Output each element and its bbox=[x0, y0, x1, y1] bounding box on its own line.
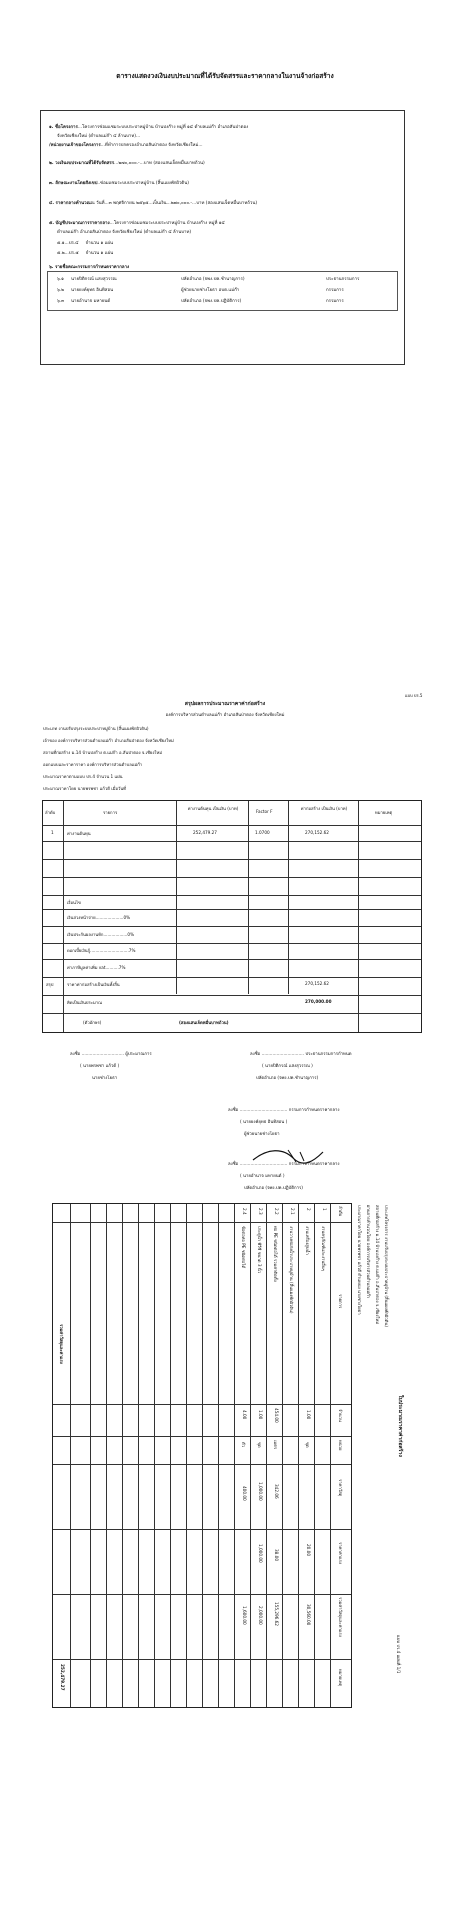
col-qty: จำนวน bbox=[338, 1409, 343, 1422]
committee-position: ผู้ช่วยนายช่างโยธา อบต.แม่ก๊า bbox=[181, 288, 240, 293]
page3-info: ประมาณราคาโดย นายพรพชา แก้วดี ตำแหน่ง นายช่างโยธา bbox=[357, 1205, 362, 1315]
row-unit: ชุด bbox=[305, 1442, 310, 1448]
committee-position: ปลัดอำเภอ (จพง.ปค.ปฏิบัติการ) bbox=[181, 299, 242, 304]
committee-role: กรรมการ bbox=[326, 288, 344, 293]
price-line: ๔. ราคากลางคำนวณณ วันที่...๓ พฤศจิกายน ๒๕๖๕...เป็นเงิน...๒๗๐,๐๐๐.-...บาท (สองแสนเจ็ดหมื่นบาทถ้วน) bbox=[49, 201, 258, 206]
row-labor: 1,000.00 bbox=[258, 1544, 263, 1563]
committee-name: นายอำนาจ มหายนต์ bbox=[71, 299, 111, 304]
signature-line: ลงชื่อ ................................... กรรมการกำหนดราคากลาง bbox=[228, 1108, 340, 1113]
signer-name: ( นายอำนาจ มหายนต์ ) bbox=[240, 1174, 285, 1179]
info-line: ประมาณราคาโดย นายพรพชา แก้วดี เมื่อวันที่ bbox=[43, 786, 126, 791]
page3-info: ประเภทโครงการ งานปรับปรุงระบบประปาหมู่บ้าน (สิ้นแผงพักผิวดิน) bbox=[384, 1205, 389, 1327]
budget-line: ๒. วงเงินงบประมาณที่ได้รับจัดสรร...๒๗๐,๐๐๐.-...บาท (สองแสนเจ็ดหมื่นบาทถ้วน) bbox=[49, 161, 205, 166]
col-sum: รวมค่าวัสดุและค่าแรง bbox=[338, 1597, 343, 1637]
row-material: 400.00 bbox=[242, 1486, 247, 1501]
row-item: งานครุภัณฑ์และงานอื่นๆ bbox=[321, 1226, 326, 1271]
project-summary-box bbox=[40, 110, 405, 365]
row-labor: 20.00 bbox=[306, 1544, 311, 1556]
committee-heading: ๖. รายชื่อคณะกรรมการกำหนดราคากลาง bbox=[49, 265, 130, 270]
row-no: 2.4 bbox=[242, 1208, 247, 1215]
detail-item: ๕.๑...ปร.๔ จำนวน ๑ แผ่น bbox=[57, 241, 114, 246]
page3-info: สถานที่ก่อสร้าง ม.14 บ้านปงก๊าง ต.แม่ก๊า อ.สันป่าตอง จ.เชียงใหม่ bbox=[375, 1205, 380, 1324]
row-qty: 4.00 bbox=[242, 1410, 247, 1420]
signature-line: ลงชื่อ ............................... ประธานกรรมการกำหนด bbox=[250, 1052, 352, 1057]
row-sum: 155,296.62 bbox=[274, 1602, 279, 1626]
col-material: ราคาวัสดุ bbox=[338, 1479, 343, 1497]
page2-title: สรุปผลการประมาณราคาค่าก่อสร้าง bbox=[184, 701, 266, 707]
row-sum: 1,600.00 bbox=[242, 1606, 247, 1625]
row-sum: 30,560.00 bbox=[306, 1604, 311, 1626]
row-total: 270,152.62 bbox=[305, 830, 329, 835]
row-unit: ชุด bbox=[257, 1442, 262, 1448]
amount-in-words: (สองแสนเจ็ดหมื่นบาทถ้วน) bbox=[179, 1020, 229, 1025]
form-id: แบบ ปร.5 bbox=[405, 693, 423, 698]
row-labor: 38.00 bbox=[274, 1549, 279, 1561]
page2-subtitle: องค์การบริหารส่วนตำบลแม่ก๊า อำเภอสันป่าตอง จังหวัดเชียงใหม่ bbox=[165, 713, 285, 718]
committee-name: นายยงค์ยุทธ อินทิสอน bbox=[71, 288, 114, 293]
row-material: 1,000.00 bbox=[258, 1482, 263, 1501]
project-line-2: จังหวัดเชียงใหม่ (ตำบลแม่ก๊า ๔ ล้านบาท)... bbox=[57, 134, 141, 139]
col-header-remark: หมายเหตุ bbox=[375, 810, 393, 815]
committee-frame bbox=[47, 271, 398, 311]
row-item: ประตูน้ำ พีวีซี ขนาด 3 นิ้ว bbox=[257, 1226, 262, 1274]
condition: เงินประกันผลงานหัก..................0% bbox=[67, 932, 135, 937]
estimate-sheet-rotated bbox=[40, 1195, 410, 1720]
col-header-cost: ค่างานต้นทุน เป็นเงิน (บาท) bbox=[187, 806, 239, 811]
committee-role: ประธานกรรมการ bbox=[326, 277, 360, 282]
owner-line: /หน่วยงานเจ้าของโครงการ...ที่ทำการปกครองอำเภอสันป่าตอง จังหวัดเชียงใหม่... bbox=[49, 143, 203, 148]
signature-line: ลงชื่อ ................................... กรรมการกำหนดราคากลาง bbox=[228, 1162, 340, 1167]
info-line: ประเภท งานปรับปรุงระบบประปาหมู่บ้าน (สิ้นแผงพักผิวดิน) bbox=[43, 726, 149, 731]
row-no: 1 bbox=[322, 1208, 327, 1211]
signer-position: ปลัดอำเภอ (จพง.ปค.ชำนาญการ) bbox=[256, 1076, 319, 1081]
signer-position: ผู้ช่วยนายช่างโยธา bbox=[244, 1132, 280, 1137]
info-line: ประมาณราคาตามแบบ ปร.4 จำนวน 1 แผ่น bbox=[43, 774, 123, 779]
estimate-table bbox=[52, 1203, 352, 1708]
row-factor: 1.0700 bbox=[255, 830, 270, 835]
page1-title: ตารางแสดงวงเงินงบประมาณที่ได้รับจัดสรรและราคากลางในงานจ้างก่อสร้าง bbox=[116, 72, 334, 80]
committee-role: กรรมการ bbox=[326, 299, 344, 304]
condition: ค่าภาษีมูลค่าเพิ่ม vat..........7% bbox=[67, 965, 126, 970]
row-item: ข้อต่อท่อ PE ชนิดต่อได้ bbox=[241, 1226, 246, 1269]
page3-title: ใบประมาณราคาค่าก่อสร้าง bbox=[397, 1395, 403, 1457]
total-value: 252,479.27 bbox=[60, 1664, 65, 1691]
col-unit: หน่วย bbox=[338, 1440, 343, 1451]
condition: ดอกเบี้ยเงินกู้.............................7% bbox=[67, 948, 136, 953]
col-labor: ราคาค่าแรง bbox=[338, 1542, 343, 1564]
nature-line: ๓. ลักษณะงานโดยสังเขป..ซ่อมแซมระบบประปาหมู่บ้าน (สิ้นแผงพักผิวดิน) bbox=[49, 181, 189, 186]
page3-info: ผ่านการคำนวณโดย องค์การบริหารส่วนตำบลแม่ก๊า bbox=[366, 1205, 371, 1298]
col-header-item: รายการ bbox=[103, 810, 118, 815]
summary-label: สรุป bbox=[46, 982, 54, 987]
committee-no: ๖.๑ bbox=[57, 277, 64, 282]
signer-name: ( นายยงค์ยุทธ อินทิสอน ) bbox=[240, 1120, 288, 1125]
row-qty: 1.00 bbox=[258, 1410, 263, 1420]
row-material: 342.06 bbox=[274, 1484, 279, 1499]
condition: เงินล่วงหน้าจ่าย.....................0% bbox=[67, 915, 131, 920]
detail-line-2: ตำบลแม่ก๊า อำเภอสันป่าตอง จังหวัดเชียงใหม่ (ตำบลแม่ก๊า ๔ ล้านบาท) bbox=[57, 230, 192, 235]
condition: เงื่อนไข bbox=[67, 900, 81, 905]
col-no: ลำดับ bbox=[338, 1206, 343, 1217]
signer-name: ( นายพรพชา แก้วดี ) bbox=[80, 1064, 120, 1069]
committee-position: ปลัดอำเภอ (จพง.ปค.ชำนาญการ) bbox=[181, 277, 245, 282]
signature-line: ลงชื่อ ............................... ผู้ประมาณการ bbox=[70, 1052, 152, 1057]
row-no: 2.2 bbox=[274, 1208, 279, 1215]
row-no: 2 bbox=[306, 1208, 311, 1211]
row-unit: เมตร bbox=[273, 1440, 278, 1450]
page3-form-id: แบบ ปร.4 แผ่นที่ 1/1 bbox=[396, 1635, 401, 1674]
row-no: 2.1 bbox=[290, 1208, 295, 1215]
summary-value: 270,152.62 bbox=[305, 981, 329, 986]
detail-item: ๕.๒...ปร.๕ จำนวน ๑ แผ่น bbox=[57, 251, 114, 256]
row-item: ท่อ PE ชนิดต่อได้ รวมค่าติดตั้ง bbox=[273, 1226, 278, 1282]
committee-no: ๖.๒ bbox=[57, 288, 65, 293]
rounded-value: 270,000.00 bbox=[305, 999, 332, 1004]
col-header-factor: Factor F bbox=[256, 809, 273, 814]
row-item: งานวางท่อส่งน้ำประปาหมู่บ้าน (สิ้นแผงพักผิวดิน) bbox=[289, 1226, 294, 1314]
row-qty: 1.00 bbox=[306, 1410, 311, 1420]
col-header-total: ค่าก่อสร้าง เป็นเงิน (บาท) bbox=[300, 806, 348, 811]
rounded-text: คิดเป็นเงินประมาณ bbox=[67, 1000, 102, 1005]
signer-position: นายช่างโยธา bbox=[92, 1076, 118, 1081]
row-no: 1 bbox=[51, 830, 54, 835]
detail-line: ๕. บัญชีประมาณการราคากลาง...โครงการซ่อมแซมระบบประปาหมู่บ้าน บ้านปงก๊าง หมู่ที่ ๑๔ bbox=[49, 221, 225, 226]
info-line: เจ้าของ องค์การบริหารส่วนตำบลแม่ก๊า อำเภอสันป่าตอง จังหวัดเชียงใหม่ bbox=[43, 738, 174, 743]
signer-position: ปลัดอำเภอ (จพง.ปค.ปฏิบัติการ) bbox=[244, 1186, 303, 1191]
committee-name: นายปิติกรณ์ แสงสุวรรณ bbox=[71, 277, 117, 282]
col-item: รายการ bbox=[338, 1294, 343, 1309]
row-item: งานเครื่องสูบน้ำ bbox=[305, 1226, 310, 1255]
row-cost: 252,479.27 bbox=[193, 830, 217, 835]
col-remark: หมายเหตุ bbox=[338, 1669, 343, 1687]
signer-name: ( นายปิติกรณ์ แสงสุวรรณ ) bbox=[262, 1064, 313, 1069]
info-line: สถานที่ก่อสร้าง ม.14 บ้านปงก๊าง ต.แม่ก๊า อ.สันป่าตอง จ.เชียงใหม่ bbox=[43, 750, 162, 755]
project-line: ๑. ชื่อโครงการ...โครงการซ่อมแซมระบบประปาหมู่บ้าน บ้านปงก๊าง หมู่ที่ ๑๔ ตำบลแม่ก๊า อำเภอสันป่าตอง bbox=[49, 125, 249, 130]
row-sum: 2,000.00 bbox=[258, 1606, 263, 1625]
summary-text: ราคาค่าก่อสร้างเป็นเงินทั้งสิ้น bbox=[67, 982, 120, 987]
info-line: ออกแบบและราคาราคา องค์การบริหารส่วนตำบลแม่ก๊า bbox=[43, 762, 143, 767]
row-no: 2.3 bbox=[258, 1208, 263, 1215]
col-header-no: ลำดับ bbox=[45, 810, 56, 815]
committee-no: ๖.๓ bbox=[57, 299, 65, 304]
row-qty: 454.00 bbox=[274, 1408, 279, 1423]
total-label: รวมค่าวัสดุและค่าแรง bbox=[59, 1324, 64, 1364]
words-label: (ตัวอักษร) bbox=[83, 1020, 102, 1025]
row-unit: ตัว bbox=[241, 1442, 246, 1448]
summary-table bbox=[42, 800, 422, 1033]
row-item: ค่างานต้นทุน bbox=[67, 831, 91, 836]
